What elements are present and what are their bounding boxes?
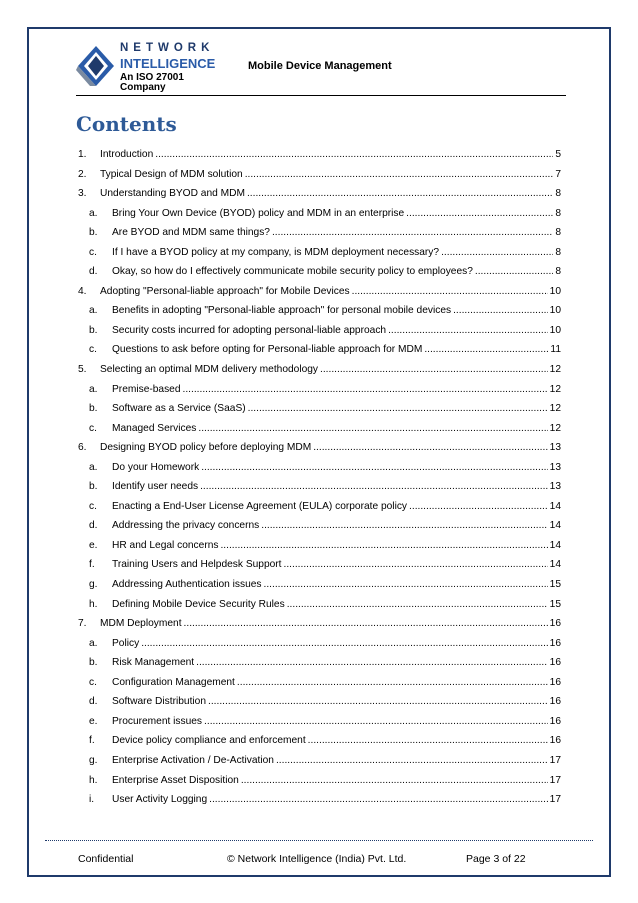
toc-entry-number: 3. <box>78 188 87 200</box>
toc-dot-leader <box>352 286 548 297</box>
toc-dot-leader <box>261 520 547 531</box>
toc-entry[interactable] <box>78 618 561 638</box>
toc-entry[interactable] <box>78 579 561 599</box>
toc-entry[interactable] <box>78 364 561 384</box>
toc-entry-page: 13 <box>549 461 561 473</box>
toc-entry-page: 12 <box>549 403 561 415</box>
toc-entry-page: 11 <box>550 344 561 356</box>
company-logo <box>76 40 226 92</box>
toc-entry[interactable] <box>78 149 561 169</box>
toc-dot-leader <box>209 794 548 805</box>
toc-dot-leader <box>284 559 548 570</box>
toc-entry-page: 14 <box>549 520 561 532</box>
toc-dot-leader <box>264 579 548 590</box>
toc-dot-leader <box>313 442 547 453</box>
toc-entry-page: 13 <box>549 442 561 454</box>
toc-entry-page: 15 <box>549 598 561 610</box>
header-divider <box>76 95 566 96</box>
toc-entry-page: 12 <box>549 383 561 395</box>
toc-entry[interactable] <box>78 735 561 755</box>
toc-dot-leader <box>475 266 553 277</box>
toc-entry[interactable] <box>78 403 561 423</box>
toc-entry-number: a. <box>89 383 98 395</box>
toc-entry[interactable] <box>78 599 561 619</box>
toc-entry-title: HR and Legal concerns <box>112 539 219 551</box>
toc-entry-title: Enterprise Activation / De-Activation <box>112 754 274 766</box>
toc-entry-number: b. <box>89 657 98 669</box>
toc-entry[interactable] <box>78 423 561 443</box>
toc-entry-number: d. <box>89 520 98 532</box>
toc-entry[interactable] <box>78 462 561 482</box>
toc-dot-leader <box>208 696 548 707</box>
logo-line-intelligence: INTELLIGENCE <box>120 55 216 71</box>
toc-dot-leader <box>237 677 548 688</box>
toc-entry[interactable] <box>78 227 561 247</box>
toc-entry-number: c. <box>89 500 97 512</box>
logo-line-network: NETWORK <box>120 42 215 54</box>
toc-dot-leader <box>276 755 548 766</box>
toc-entry-page: 12 <box>549 422 561 434</box>
toc-entry-title: Selecting an optimal MDM delivery methodology <box>100 364 319 376</box>
toc-dot-leader <box>155 149 553 160</box>
footer-page-number: Page 3 of 22 <box>466 853 526 865</box>
toc-entry-number: 1. <box>78 149 87 160</box>
toc-entry[interactable] <box>78 540 561 560</box>
toc-dot-leader <box>184 618 548 629</box>
toc-entry-page: 10 <box>549 305 561 317</box>
toc-entry-number: a. <box>89 305 98 317</box>
toc-entry-number: a. <box>89 207 98 219</box>
toc-entry-number: 7. <box>78 618 87 630</box>
toc-entry[interactable] <box>78 520 561 540</box>
toc-entry-title: Benefits in adopting "Personal-liable approach" for personal mobile devices <box>112 305 452 317</box>
toc-entry-title: Questions to ask before opting for Personal-liable approach for MDM <box>112 344 423 356</box>
toc-entry-page: 8 <box>555 266 561 278</box>
toc-entry-number: c. <box>89 676 97 688</box>
toc-entry-number: e. <box>89 539 98 551</box>
toc-entry-number: 6. <box>78 442 87 454</box>
toc-dot-leader <box>287 599 548 610</box>
toc-entry-title: Addressing Authentication issues <box>112 579 262 591</box>
toc-entry-page: 10 <box>549 285 561 297</box>
toc-entry-number: a. <box>89 461 98 473</box>
toc-entry-page: 8 <box>555 227 561 239</box>
toc-entry-page: 16 <box>549 637 561 649</box>
toc-entry-title: User Activity Logging <box>112 794 208 806</box>
toc-entry[interactable] <box>78 794 561 814</box>
toc-entry-title: Device policy compliance and enforcement <box>112 735 306 747</box>
toc-entry-title: Policy <box>112 637 140 649</box>
toc-entry-page: 16 <box>549 618 561 630</box>
toc-entry-title: Software Distribution <box>112 696 206 708</box>
page-header <box>76 40 566 98</box>
toc-entry[interactable] <box>78 266 561 286</box>
toc-dot-leader <box>183 384 548 395</box>
toc-entry[interactable] <box>78 638 561 658</box>
toc-entry-title: Procurement issues <box>112 715 203 727</box>
toc-entry-page: 16 <box>549 696 561 708</box>
toc-entry-page: 8 <box>555 188 561 200</box>
toc-entry[interactable] <box>78 559 561 579</box>
toc-entry[interactable] <box>78 247 561 267</box>
toc-entry[interactable] <box>78 325 561 345</box>
toc-entry-title: Identify user needs <box>112 481 199 493</box>
toc-dot-leader <box>198 423 547 434</box>
toc-entry-title: Are BYOD and MDM same things? <box>112 227 270 239</box>
toc-entry-title: Designing BYOD policy before deploying MDM <box>100 442 312 454</box>
toc-entry-title: Risk Management <box>112 657 195 669</box>
toc-entry[interactable] <box>78 188 561 208</box>
toc-entry-number: i. <box>89 794 95 806</box>
toc-entry-title: Software as a Service (SaaS) <box>112 403 246 415</box>
toc-entry-page: 8 <box>555 207 561 219</box>
footer-confidential: Confidential <box>78 853 134 865</box>
toc-entry-page: 10 <box>549 324 561 336</box>
toc-entry-number: c. <box>89 246 97 258</box>
toc-entry-page: 7 <box>555 168 561 180</box>
toc-entry[interactable] <box>78 716 561 736</box>
toc-entry-title: Typical Design of MDM solution <box>100 168 243 180</box>
toc-entry-number: 5. <box>78 364 87 376</box>
toc-entry[interactable] <box>78 775 561 795</box>
toc-entry-title: Managed Services <box>112 422 197 434</box>
toc-entry-page: 17 <box>549 754 561 766</box>
toc-dot-leader <box>308 735 548 746</box>
toc-entry-number: 4. <box>78 285 87 297</box>
toc-entry[interactable] <box>78 696 561 716</box>
toc-entry-page: 14 <box>549 500 561 512</box>
toc-entry-page: 14 <box>549 559 561 571</box>
toc-entry-number: g. <box>89 579 98 591</box>
toc-dot-leader <box>409 501 548 512</box>
toc-entry-number: c. <box>89 344 97 356</box>
toc-entry-title: If I have a BYOD policy at my company, is MDM deployment necessary? <box>112 246 440 258</box>
toc-dot-leader <box>248 403 548 414</box>
toc-dot-leader <box>200 481 548 492</box>
toc-dot-leader <box>247 188 553 199</box>
toc-entry-title: Okay, so how do I effectively communicate mobile security policy to employees? <box>112 266 473 278</box>
contents-heading: Contents <box>76 112 177 136</box>
toc-dot-leader <box>204 716 548 727</box>
toc-entry-number: c. <box>89 422 97 434</box>
toc-entry-title: Defining Mobile Device Security Rules <box>112 598 285 610</box>
toc-entry-page: 16 <box>549 657 561 669</box>
toc-dot-leader <box>220 540 547 551</box>
toc-entry-number: f. <box>89 559 95 571</box>
toc-entry-title: Enacting a End-User License Agreement (EULA) corporate policy <box>112 500 408 512</box>
footer-divider <box>45 840 593 841</box>
toc-entry-number: e. <box>89 715 98 727</box>
footer-copyright: © Network Intelligence (India) Pvt. Ltd. <box>227 853 407 865</box>
diamond-logo-icon <box>76 44 116 88</box>
toc-entry-number: d. <box>89 696 98 708</box>
toc-dot-leader <box>196 657 548 668</box>
toc-entry-page: 8 <box>555 246 561 258</box>
table-of-contents <box>78 149 561 814</box>
toc-entry-title: MDM Deployment <box>100 618 182 630</box>
toc-entry-page: 5 <box>555 149 561 160</box>
toc-entry-number: d. <box>89 266 98 278</box>
toc-dot-leader <box>245 169 554 180</box>
toc-entry[interactable] <box>78 286 561 306</box>
toc-entry-title: Introduction <box>100 149 154 160</box>
toc-entry-number: h. <box>89 598 98 610</box>
toc-entry-page: 12 <box>549 364 561 376</box>
toc-dot-leader <box>441 247 553 258</box>
toc-entry-title: Bring Your Own Device (BYOD) policy and MDM in an enterprise <box>112 207 405 219</box>
toc-dot-leader <box>272 227 553 238</box>
toc-entry-page: 14 <box>549 539 561 551</box>
toc-entry-title: Adopting "Personal-liable approach" for Mobile Devices <box>100 285 350 297</box>
toc-entry[interactable] <box>78 755 561 775</box>
toc-entry-page: 16 <box>549 676 561 688</box>
toc-entry-title: Enterprise Asset Disposition <box>112 774 239 786</box>
toc-entry-number: b. <box>89 481 98 493</box>
toc-entry[interactable] <box>78 442 561 462</box>
toc-entry-number: a. <box>89 637 98 649</box>
toc-entry-title: Premise-based <box>112 383 181 395</box>
logo-line-iso: An ISO 27001 Company <box>120 71 184 93</box>
toc-entry[interactable] <box>78 657 561 677</box>
toc-entry-number: h. <box>89 774 98 786</box>
toc-entry-title: Do your Homework <box>112 461 200 473</box>
toc-dot-leader <box>201 462 547 473</box>
toc-entry[interactable] <box>78 344 561 364</box>
toc-entry-page: 17 <box>549 774 561 786</box>
toc-entry[interactable] <box>78 169 561 189</box>
toc-entry-number: b. <box>89 403 98 415</box>
toc-entry-page: 17 <box>549 794 561 806</box>
toc-entry-number: f. <box>89 735 95 747</box>
toc-entry[interactable] <box>78 208 561 228</box>
toc-entry-number: b. <box>89 227 98 239</box>
toc-dot-leader <box>320 364 548 375</box>
toc-entry-title: Security costs incurred for adopting personal-liable approach <box>112 324 387 336</box>
toc-entry-title: Configuration Management <box>112 676 235 688</box>
toc-dot-leader <box>453 305 548 316</box>
toc-entry[interactable] <box>78 481 561 501</box>
toc-entry-title: Addressing the privacy concerns <box>112 520 260 532</box>
toc-entry-page: 16 <box>549 735 561 747</box>
toc-dot-leader <box>241 775 548 786</box>
toc-dot-leader <box>388 325 548 336</box>
toc-entry[interactable] <box>78 677 561 697</box>
toc-entry-page: 13 <box>549 481 561 493</box>
toc-dot-leader <box>141 638 547 649</box>
toc-entry-page: 15 <box>549 579 561 591</box>
document-title: Mobile Device Management <box>248 60 392 72</box>
toc-dot-leader <box>406 208 553 219</box>
toc-entry[interactable] <box>78 501 561 521</box>
toc-entry-number: b. <box>89 324 98 336</box>
toc-entry-number: 2. <box>78 168 87 180</box>
toc-dot-leader <box>424 344 548 355</box>
toc-entry-page: 16 <box>549 715 561 727</box>
toc-entry[interactable] <box>78 384 561 404</box>
toc-entry-number: g. <box>89 754 98 766</box>
toc-entry-title: Understanding BYOD and MDM <box>100 188 245 200</box>
toc-entry-title: Training Users and Helpdesk Support <box>112 559 282 571</box>
toc-entry[interactable] <box>78 305 561 325</box>
